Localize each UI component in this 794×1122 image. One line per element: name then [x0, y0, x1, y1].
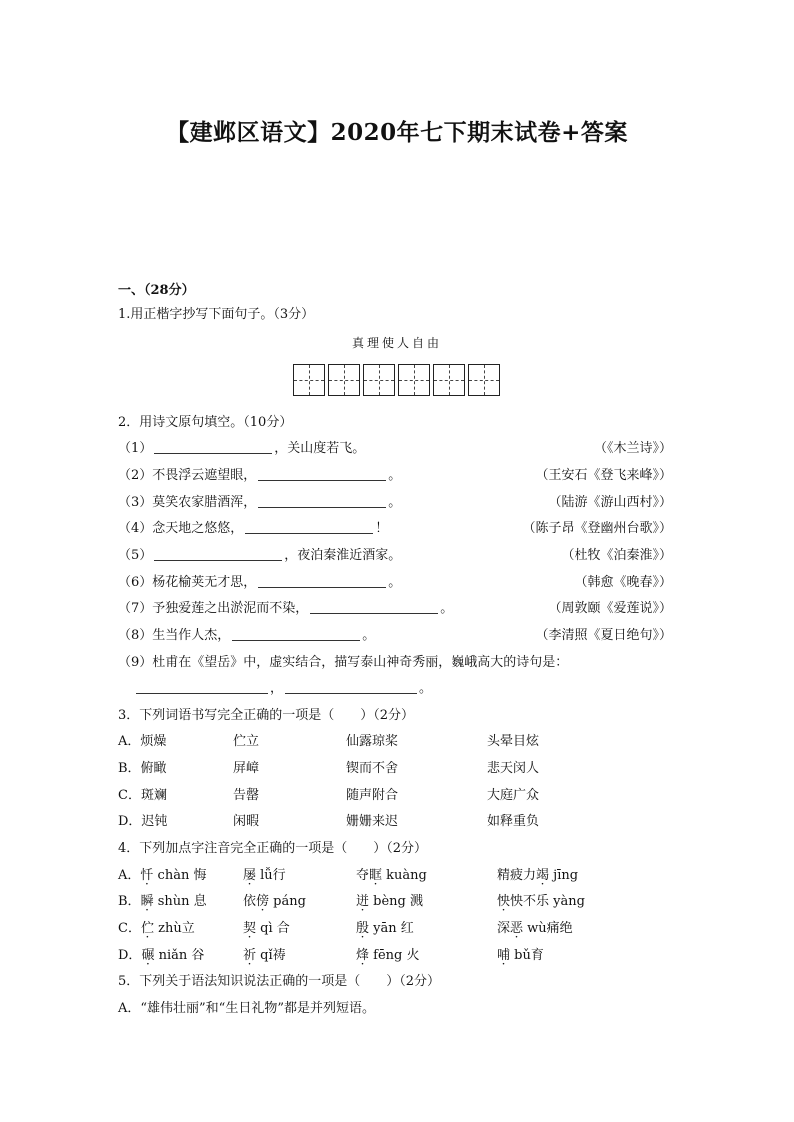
- item-text: ，关山度若飞。: [274, 441, 366, 456]
- q4-option-word: 殷 yān 红: [356, 921, 414, 936]
- grid-cell[interactable]: [293, 364, 325, 396]
- q3-option-word: 仙露琼桨: [346, 734, 399, 749]
- item-text: 。: [388, 575, 402, 590]
- section-heading: 一、（28分）: [118, 283, 195, 298]
- q4-option-word: 怏怏不乐 yàng: [497, 894, 585, 909]
- item-number: （2）: [118, 468, 153, 483]
- q2-prompt: 2．用诗文原句填空。（10分）: [118, 415, 293, 430]
- q3-option-word: 悲天闵人: [487, 761, 540, 776]
- q4-option-word: 精疲力竭 jīng: [497, 868, 579, 883]
- q3-option-word: 屏嶂: [233, 761, 260, 776]
- q3-option-word[interactable]: B．俯瞰: [118, 761, 167, 776]
- answer-blank[interactable]: [136, 681, 268, 694]
- q2-item: [118, 601, 453, 617]
- item-text: 莫笑农家腊酒浑，: [152, 495, 257, 510]
- q4-option-word[interactable]: D．碾 niǎn 谷: [118, 948, 205, 963]
- answer-blank[interactable]: [154, 548, 282, 561]
- q4-option-word: 夺眶 kuàng: [356, 868, 427, 883]
- q2-item: [118, 548, 401, 564]
- item-text: ！: [375, 521, 389, 536]
- item-number: （5）: [118, 548, 153, 563]
- item-text: 。: [388, 468, 402, 483]
- item-source: （《木兰诗》）: [593, 441, 672, 456]
- page-title: 【建邺区语文】2020年七下期末试卷+答案: [166, 119, 628, 146]
- q2-item-9-answers: [134, 681, 432, 697]
- item-source: （王安石《登飞来峰》）: [535, 468, 672, 483]
- item-source: （陆游《游山西村》）: [548, 495, 672, 510]
- q2-item: [118, 628, 375, 644]
- grid-cell[interactable]: [468, 364, 500, 396]
- q2-item: [118, 441, 365, 457]
- item-text: ，夜泊秦淮近酒家。: [284, 548, 402, 563]
- answer-blank[interactable]: [245, 521, 373, 534]
- item-text: 生当作人杰，: [152, 628, 231, 643]
- item-text: 。: [362, 628, 376, 643]
- q4-option-word: 依傍 páng: [243, 894, 306, 909]
- q3-option-word: 姗姗来迟: [346, 814, 399, 829]
- q4-prompt: 4．下列加点字注音完全正确的一项是（ ）（2分）: [118, 841, 428, 856]
- q4-option-word: 哺 bǔ育: [497, 948, 544, 963]
- q3-option-word[interactable]: C．斑斓: [118, 788, 167, 803]
- q4-option-word[interactable]: B．瞬 shùn 息: [118, 894, 207, 909]
- q5-option-a[interactable]: A．“雄伟壮丽”和“生日礼物”都是并列短语。: [118, 1001, 375, 1016]
- item-source: （杜牧《泊秦淮》）: [561, 548, 672, 563]
- item-number: （1）: [118, 441, 153, 456]
- item-text: 念天地之悠悠，: [152, 521, 244, 536]
- item-text: 不畏浮云遮望眼，: [152, 468, 257, 483]
- item-number: （8）: [118, 628, 153, 643]
- q3-option-word: 大庭广众: [487, 788, 540, 803]
- q4-option-word: 烽 fēng 火: [356, 948, 420, 963]
- answer-blank[interactable]: [258, 495, 386, 508]
- writing-grid: [293, 364, 500, 398]
- q3-option-word: 如释重负: [487, 814, 540, 829]
- answer-blank[interactable]: [258, 575, 386, 588]
- q3-option-word: 闲暇: [233, 814, 260, 829]
- answer-blank[interactable]: [258, 468, 386, 481]
- item-source: （陈子昂《登幽州台歌》）: [522, 521, 672, 536]
- q3-option-word: 头晕目炫: [487, 734, 540, 749]
- q3-prompt: 3．下列词语书写完全正确的一项是（ ）（2分）: [118, 708, 415, 723]
- q4-option-word: 祈 qǐ祷: [243, 948, 286, 963]
- q4-option-word[interactable]: A．忏 chàn 悔: [118, 868, 207, 883]
- item-number: （3）: [118, 495, 153, 510]
- item-source: （周敦颐《爱莲说》）: [548, 601, 672, 616]
- q3-option-word[interactable]: D．迟钝: [118, 814, 168, 829]
- q3-option-word: 伫立: [233, 734, 260, 749]
- q3-option-word: 锲而不舍: [346, 761, 399, 776]
- q4-option-word: 契 qì 合: [243, 921, 290, 936]
- answer-blank[interactable]: [232, 628, 360, 641]
- answer-blank[interactable]: [285, 681, 417, 694]
- q3-option-word[interactable]: A．烦燥: [118, 734, 167, 749]
- item-source: （李清照《夏日绝句》）: [535, 628, 672, 643]
- q2-item: [118, 575, 401, 591]
- period: 。: [419, 681, 433, 696]
- item-number: （6）: [118, 575, 153, 590]
- q4-option-word: 迸 bèng 溅: [356, 894, 423, 909]
- q5-prompt: 5．下列关于语法知识说法正确的一项是（ ）（2分）: [118, 974, 441, 989]
- item-text: 。: [388, 495, 402, 510]
- q2-item: [118, 468, 401, 484]
- q4-option-word: 深恶 wù痛绝: [497, 921, 573, 936]
- answer-blank[interactable]: [154, 441, 272, 454]
- grid-cell[interactable]: [328, 364, 360, 396]
- q4-option-word[interactable]: C．伫 zhù立: [118, 921, 195, 936]
- separator: ，: [270, 681, 284, 696]
- answer-blank[interactable]: [310, 601, 438, 614]
- item-text: 杨花榆荚无才思，: [152, 575, 257, 590]
- q4-option-word: 屡 lǚ行: [243, 868, 286, 883]
- item-text: 。: [440, 601, 454, 616]
- q2-item: [118, 495, 401, 511]
- grid-cell[interactable]: [433, 364, 465, 396]
- grid-cell[interactable]: [363, 364, 395, 396]
- q3-option-word: 告罄: [233, 788, 260, 803]
- item-number: （7）: [118, 601, 153, 616]
- q2-item: [118, 521, 388, 537]
- q3-option-word: 随声附合: [346, 788, 399, 803]
- grid-cell[interactable]: [398, 364, 430, 396]
- q2-item-9: （9）杜甫在《望岳》中，虚实结合，描写泰山神奇秀丽，巍峨高大的诗句是：: [118, 655, 569, 670]
- item-source: （韩愈《晚春》）: [574, 575, 672, 590]
- item-number: （4）: [118, 521, 153, 536]
- copy-sentence: 真理使人自由: [351, 336, 442, 350]
- q1-prompt: 1.用正楷字抄写下面句子。（3分）: [118, 307, 315, 322]
- item-text: 予独爱莲之出淤泥而不染，: [152, 601, 309, 616]
